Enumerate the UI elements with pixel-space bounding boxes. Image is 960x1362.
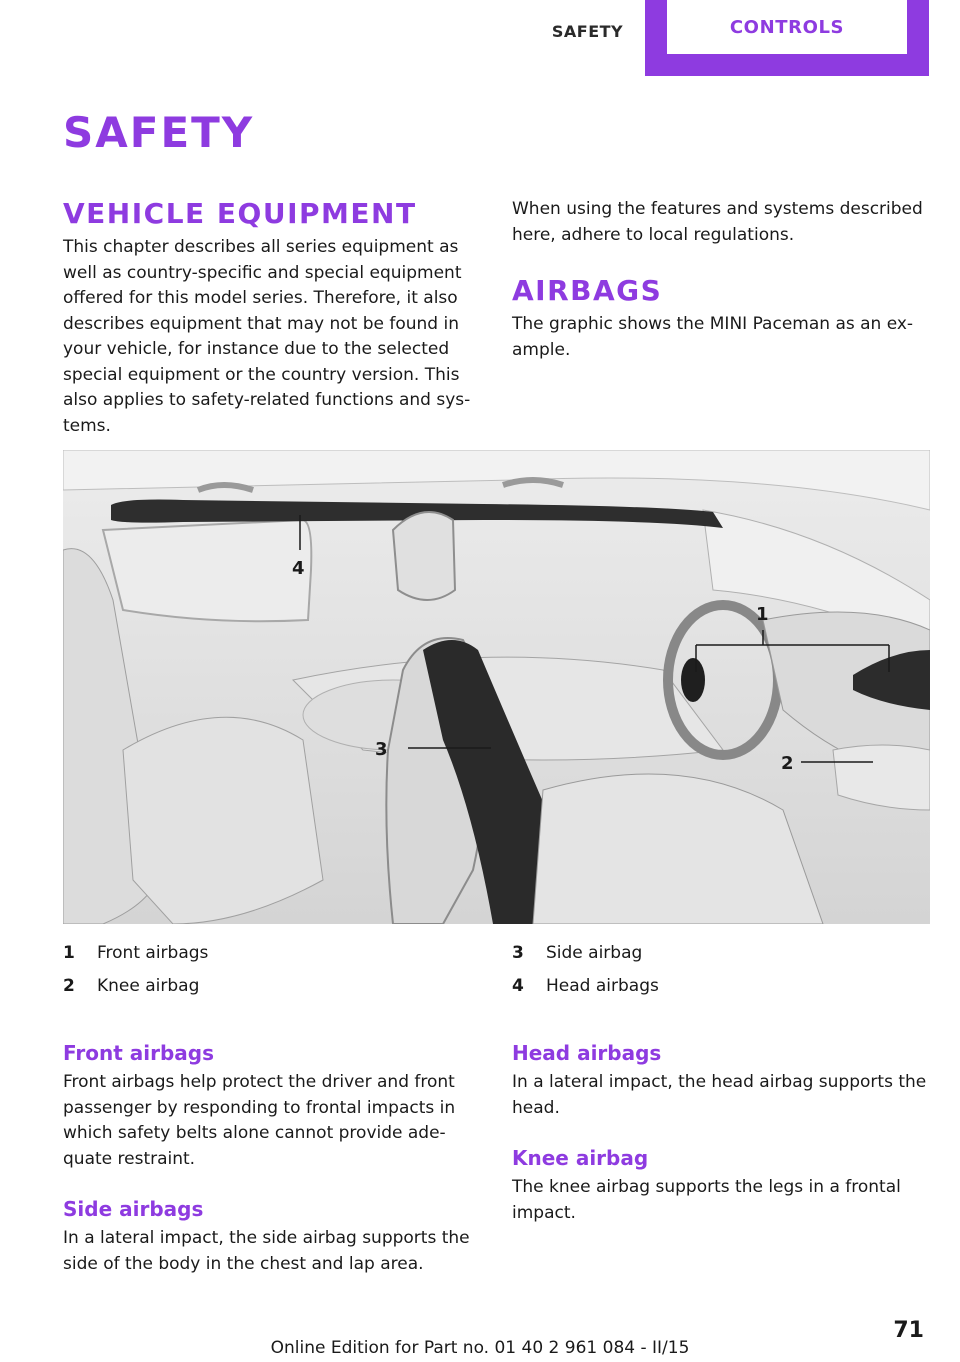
front-airbags-heading: Front airbags bbox=[63, 1041, 214, 1065]
legend-number: 4 bbox=[512, 975, 524, 996]
side-airbags-text: In a lateral impact, the side airbag supports the side of the body in the chest and lap area. bbox=[63, 1228, 470, 1274]
legend-label: Side airbag bbox=[546, 942, 643, 963]
legend-label: Front airbags bbox=[97, 942, 209, 963]
callout-1: 1 bbox=[756, 604, 769, 625]
legend-number: 3 bbox=[512, 942, 524, 963]
callout-2: 2 bbox=[781, 753, 794, 774]
knee-airbag-heading: Knee airbag bbox=[512, 1146, 649, 1170]
figure-legend-right bbox=[512, 936, 932, 1002]
callout-4: 4 bbox=[292, 558, 305, 579]
legend-number: 1 bbox=[63, 942, 75, 963]
head-airbags-text: In a lateral impact, the head airbag supports the head. bbox=[512, 1072, 927, 1118]
regulations-section bbox=[512, 197, 927, 363]
airbags-intro: The graphic shows the MINI Paceman as an ex- ample. bbox=[512, 314, 914, 360]
page-number: 71 bbox=[893, 1318, 924, 1343]
front-airbags-text: Front airbags help protect the driver and front passenger by responding to frontal impacts in which safety belts alone cannot provide ade- quate restraint. bbox=[63, 1072, 456, 1169]
figure-legend-left bbox=[63, 936, 483, 1002]
regulations-paragraph: When using the features and systems described here, adhere to local regulations. bbox=[512, 199, 923, 245]
callout-3: 3 bbox=[375, 739, 388, 760]
vehicle-equipment-section bbox=[63, 197, 478, 439]
vehicle-equipment-paragraph: This chapter describes all series equipment as well as country-specific and special equipment offered for this model series. Therefore, it also describes equipment that may not be found in your vehicle, for instance due to the selected special equipment or the country version. This also applies to safety-related functions and sys- tems. bbox=[63, 237, 471, 436]
legend-label: Knee airbag bbox=[97, 975, 200, 996]
header-tab-safety[interactable]: SAFETY bbox=[551, 22, 624, 41]
head-airbags-heading: Head airbags bbox=[512, 1041, 662, 1065]
legend-item bbox=[512, 936, 932, 969]
legend-label: Head airbags bbox=[546, 975, 659, 996]
header-tab-controls-label-box bbox=[667, 0, 907, 54]
legend-item bbox=[512, 969, 932, 1002]
car-interior-illustration bbox=[63, 450, 930, 924]
front-side-airbags-section bbox=[63, 1040, 478, 1277]
airbags-heading: AIRBAGS bbox=[512, 274, 663, 307]
legend-item bbox=[63, 936, 483, 969]
head-knee-airbags-section bbox=[512, 1040, 927, 1226]
page-title: SAFETY bbox=[63, 108, 255, 157]
airbag-interior-figure bbox=[63, 450, 930, 924]
edition-footer: Online Edition for Part no. 01 40 2 961 084 - II/15 bbox=[270, 1338, 690, 1358]
vehicle-equipment-heading: VEHICLE EQUIPMENT bbox=[63, 197, 417, 230]
header-tab-controls-label: CONTROLS bbox=[729, 16, 845, 38]
legend-number: 2 bbox=[63, 975, 75, 996]
side-airbags-heading: Side airbags bbox=[63, 1197, 204, 1221]
header-tab-controls[interactable] bbox=[645, 0, 929, 76]
knee-airbag-text: The knee airbag supports the legs in a frontal impact. bbox=[512, 1177, 901, 1223]
legend-item bbox=[63, 969, 483, 1002]
